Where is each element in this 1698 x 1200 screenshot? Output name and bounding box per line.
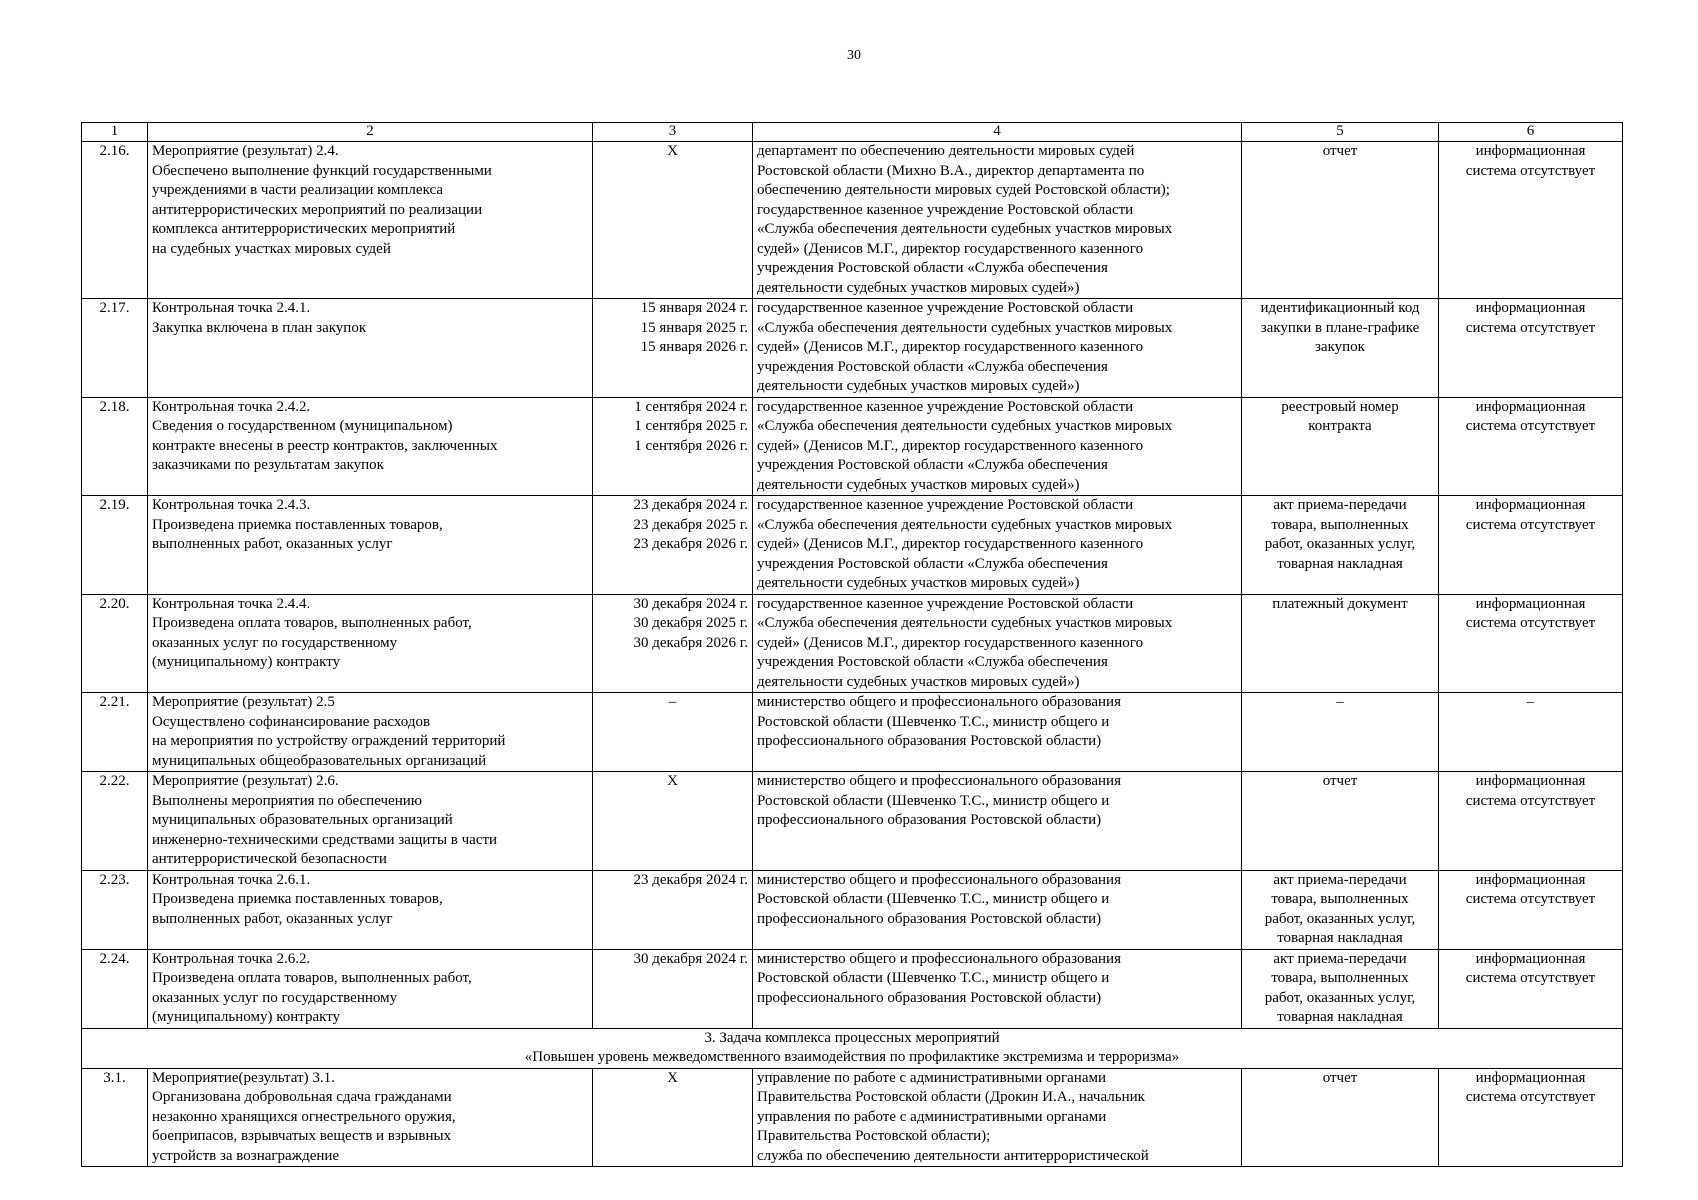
responsible-cell	[753, 870, 1242, 949]
measure-line: выполненных работ, оказанных услуг	[152, 536, 393, 552]
responsible-line: Правительства Ростовской области);	[757, 1128, 991, 1144]
info-system-line: система отсутствует	[1465, 418, 1596, 434]
info-system-line: информационная	[1475, 398, 1586, 415]
document-type-line: платежный документ	[1272, 595, 1408, 612]
info-system-line: система отсутствует	[1465, 970, 1596, 986]
responsible-line: судей» (Денисов М.Г., директор государственного казенного	[757, 536, 1144, 552]
document-type-line: закупки в плане-графике	[1260, 319, 1420, 336]
measure-cell	[148, 1068, 593, 1167]
document-type-line: реестровый номер	[1281, 398, 1399, 415]
document-type-line: –	[1336, 694, 1344, 710]
deadline-cell	[593, 594, 753, 693]
section-title-line: «Повышен уровень межведомственного взаимодействия по профилактике экстремизма и терроризма»	[524, 1049, 1180, 1065]
header-row	[82, 123, 1623, 142]
responsible-line: управление по работе с административными органами	[757, 1069, 1106, 1086]
deadline-line: Х	[667, 773, 678, 789]
deadline-line: 1 сентября 2025 г.	[634, 418, 748, 434]
responsible-line: профессионального образования Ростовской области)	[757, 733, 1102, 749]
measure-line: Контрольная точка 2.4.3.	[152, 497, 311, 513]
responsible-line: судей» (Денисов М.Г., директор государственного казенного	[757, 339, 1144, 355]
table-row	[82, 1068, 1623, 1167]
row-number: 2.22.	[82, 772, 148, 871]
info-system-cell	[1439, 693, 1623, 772]
info-system-line: система отсутствует	[1465, 891, 1596, 907]
responsible-line: Ростовской области (Шевченко Т.С., министр общего и	[757, 970, 1110, 986]
measure-line: Контрольная точка 2.4.1.	[152, 300, 311, 316]
header-cell: 3	[593, 123, 753, 142]
info-system-line: система отсутствует	[1465, 516, 1596, 533]
document-type-line: акт приема-передачи	[1273, 497, 1407, 513]
document-type-cell	[1242, 1068, 1439, 1167]
info-system-cell	[1439, 397, 1623, 496]
responsible-line: учреждения Ростовской области «Служба обеспечения	[757, 555, 1108, 572]
responsible-cell	[753, 1068, 1242, 1167]
document-type-line: товара, выполненных	[1271, 516, 1409, 533]
info-system-line: информационная	[1475, 1069, 1586, 1086]
table-row	[82, 496, 1623, 595]
row-number: 2.19.	[82, 496, 148, 595]
measure-line: (муниципальному) контракту	[152, 654, 341, 670]
document-type-cell	[1242, 870, 1439, 949]
responsible-cell	[753, 496, 1242, 595]
measure-line: Контрольная точка 2.4.4.	[152, 595, 311, 612]
document-type-cell	[1242, 772, 1439, 871]
deadline-line: 23 декабря 2024 г.	[633, 497, 748, 513]
responsible-line: служба по обеспечению деятельности антитеррористической	[757, 1147, 1149, 1164]
row-number: 2.20.	[82, 594, 148, 693]
measures-table	[81, 122, 1623, 1167]
measure-line: (муниципальному) контракту	[152, 1009, 341, 1025]
document-type-line: идентификационный код	[1260, 300, 1420, 316]
measure-line: Произведена приемка поставленных товаров,	[152, 891, 443, 907]
info-system-line: информационная	[1475, 773, 1586, 789]
info-system-cell	[1439, 772, 1623, 871]
row-number: 2.17.	[82, 299, 148, 398]
deadline-cell	[593, 397, 753, 496]
measure-cell	[148, 142, 593, 299]
table-row	[82, 772, 1623, 871]
info-system-line: информационная	[1475, 143, 1586, 159]
measure-line: Контрольная точка 2.4.2.	[152, 398, 311, 415]
responsible-line: учреждения Ростовской области «Служба обеспечения	[757, 457, 1108, 473]
header-cell: 5	[1242, 123, 1439, 142]
info-system-line: система отсутствует	[1465, 162, 1596, 179]
measure-line: Контрольная точка 2.6.2.	[152, 950, 311, 967]
responsible-line: государственное казенное учреждение Ростовской области	[757, 497, 1134, 513]
responsible-cell	[753, 949, 1242, 1028]
measure-line: Осуществлено софинансирование расходов	[152, 713, 431, 730]
responsible-line: «Служба обеспечения деятельности судебных участков мировых	[757, 516, 1173, 533]
responsible-line: государственное казенное учреждение Ростовской области	[757, 595, 1134, 612]
document-type-cell	[1242, 299, 1439, 398]
document-type-cell	[1242, 496, 1439, 595]
measure-line: незаконно хранящихся огнестрельного оружия,	[152, 1108, 456, 1125]
responsible-line: деятельности судебных участков мировых судей»)	[757, 378, 1080, 394]
deadline-cell	[593, 299, 753, 398]
responsible-line: деятельности судебных участков мировых судей»)	[757, 476, 1080, 493]
responsible-line: Правительства Ростовской области (Дрокин И.А., начальник	[757, 1089, 1145, 1105]
deadline-line: 23 декабря 2025 г.	[633, 516, 748, 533]
measure-line: Организована добровольная сдача гражданами	[152, 1089, 452, 1105]
info-system-cell	[1439, 594, 1623, 693]
responsible-line: министерство общего и профессионального образования	[757, 950, 1121, 967]
responsible-line: учреждения Ростовской области «Служба обеспечения	[757, 260, 1108, 276]
info-system-cell	[1439, 1068, 1623, 1167]
deadline-line: –	[668, 694, 677, 710]
deadline-line: 1 сентября 2024 г.	[634, 398, 748, 415]
responsible-cell	[753, 772, 1242, 871]
responsible-line: судей» (Денисов М.Г., директор государственного казенного	[757, 634, 1144, 651]
deadline-cell	[593, 1068, 753, 1167]
measure-line: оказанных услуг по государственному	[152, 989, 398, 1006]
document-type-line: работ, оказанных услуг,	[1264, 536, 1416, 552]
responsible-line: департамент по обеспечению деятельности мировых судей	[757, 143, 1135, 159]
section-header-row	[82, 1028, 1623, 1068]
responsible-line: «Служба обеспечения деятельности судебных участков мировых	[757, 418, 1173, 434]
responsible-line: профессионального образования Ростовской области)	[757, 989, 1102, 1006]
document-type-line: акт приема-передачи	[1273, 871, 1407, 888]
responsible-line: министерство общего и профессионального образования	[757, 773, 1121, 789]
row-number: 2.18.	[82, 397, 148, 496]
deadline-line: 15 января 2025 г.	[640, 319, 748, 336]
responsible-cell	[753, 693, 1242, 772]
deadline-line: 23 декабря 2026 г.	[633, 536, 748, 552]
document-type-cell	[1242, 693, 1439, 772]
info-system-line: информационная	[1475, 497, 1586, 513]
measure-line: боеприпасов, взрывчатых веществ и взрывных	[152, 1128, 452, 1144]
info-system-line: система отсутствует	[1465, 1089, 1596, 1105]
responsible-cell	[753, 142, 1242, 299]
document-type-line: товарная накладная	[1277, 1009, 1403, 1025]
responsible-line: деятельности судебных участков мировых судей»)	[757, 575, 1080, 591]
deadline-line: 30 декабря 2026 г.	[633, 634, 748, 651]
table-row	[82, 870, 1623, 949]
deadline-line: 15 января 2026 г.	[640, 339, 748, 355]
measure-line: антитеррористической безопасности	[152, 851, 387, 867]
measure-line: учреждениями в части реализации комплекса	[152, 182, 443, 198]
document-type-line: отчет	[1322, 773, 1358, 789]
table-row	[82, 949, 1623, 1028]
document-type-cell	[1242, 949, 1439, 1028]
deadline-line: 30 декабря 2025 г.	[633, 615, 748, 631]
document-type-line: товара, выполненных	[1271, 891, 1409, 907]
info-system-line: система отсутствует	[1465, 615, 1596, 631]
measure-line: Мероприятие(результат) 3.1.	[152, 1069, 335, 1086]
row-number: 2.24.	[82, 949, 148, 1028]
table-row	[82, 142, 1623, 299]
deadline-line: 1 сентября 2026 г.	[634, 437, 748, 454]
page-number: 30	[847, 48, 861, 63]
header-cell: 4	[753, 123, 1242, 142]
measure-line: Произведена приемка поставленных товаров,	[152, 516, 443, 533]
info-system-cell	[1439, 949, 1623, 1028]
deadline-line: 30 декабря 2024 г.	[633, 595, 748, 612]
measure-cell	[148, 772, 593, 871]
responsible-cell	[753, 397, 1242, 496]
measure-line: оказанных услуг по государственному	[152, 634, 398, 651]
document-type-line: товара, выполненных	[1271, 970, 1409, 986]
measure-line: Выполнены мероприятия по обеспечению	[152, 792, 422, 809]
responsible-line: Ростовской области (Шевченко Т.С., министр общего и	[757, 792, 1110, 809]
responsible-line: профессионального образования Ростовской области)	[757, 910, 1102, 927]
responsible-line: министерство общего и профессионального образования	[757, 694, 1121, 710]
deadline-cell	[593, 949, 753, 1028]
info-system-cell	[1439, 142, 1623, 299]
deadline-cell	[593, 142, 753, 299]
measure-line: Произведена оплата товаров, выполненных работ,	[152, 970, 472, 986]
deadline-line: 15 января 2024 г.	[640, 300, 748, 316]
row-number: 2.16.	[82, 142, 148, 299]
table-row	[82, 397, 1623, 496]
responsible-line: Ростовской области (Шевченко Т.С., министр общего и	[757, 891, 1110, 907]
measure-line: Мероприятие (результат) 2.6.	[152, 773, 339, 789]
section-title	[82, 1028, 1623, 1068]
document-type-line: работ, оказанных услуг,	[1264, 989, 1416, 1006]
measure-line: устройств за вознаграждение	[152, 1147, 340, 1164]
header-cell: 6	[1439, 123, 1623, 142]
measure-line: заказчиками по результатам закупок	[152, 457, 384, 473]
measure-cell	[148, 693, 593, 772]
measure-line: инженерно-техническими средствами защиты в части	[152, 831, 498, 848]
deadline-line: 23 декабря 2024 г.	[633, 871, 748, 888]
measure-line: Мероприятие (результат) 2.4.	[152, 143, 339, 159]
responsible-line: учреждения Ростовской области «Служба обеспечения	[757, 654, 1108, 670]
row-number: 3.1.	[82, 1068, 148, 1167]
responsible-line: обеспечению деятельности мировых судей Ростовской области);	[757, 182, 1170, 198]
document-type-line: отчет	[1322, 1069, 1358, 1086]
responsible-line: профессионального образования Ростовской области)	[757, 812, 1102, 828]
measure-line: Контрольная точка 2.6.1.	[152, 871, 311, 888]
document-type-line: товарная накладная	[1277, 555, 1403, 572]
document-type-cell	[1242, 142, 1439, 299]
responsible-line: судей» (Денисов М.Г., директор государственного казенного	[757, 437, 1144, 454]
measure-cell	[148, 299, 593, 398]
header-cell: 2	[148, 123, 593, 142]
document-type-line: товарная накладная	[1277, 930, 1403, 946]
responsible-line: деятельности судебных участков мировых судей»)	[757, 279, 1080, 296]
responsible-line: государственное казенное учреждение Ростовской области	[757, 300, 1134, 316]
info-system-line: информационная	[1475, 595, 1586, 612]
info-system-line: –	[1526, 694, 1535, 710]
measure-cell	[148, 496, 593, 595]
info-system-line: система отсутствует	[1465, 319, 1596, 336]
measure-cell	[148, 870, 593, 949]
responsible-cell	[753, 299, 1242, 398]
responsible-cell	[753, 594, 1242, 693]
responsible-line: судей» (Денисов М.Г., директор государственного казенного	[757, 240, 1144, 257]
header-cell: 1	[82, 123, 148, 142]
table-row	[82, 594, 1623, 693]
responsible-line: государственное казенное учреждение Ростовской области	[757, 398, 1134, 415]
info-system-cell	[1439, 870, 1623, 949]
measure-line: Сведения о государственном (муниципальном)	[152, 418, 453, 434]
info-system-line: информационная	[1475, 950, 1586, 967]
table-row	[82, 299, 1623, 398]
responsible-line: деятельности судебных участков мировых судей»)	[757, 673, 1080, 690]
measure-line: муниципальных образовательных организаций	[152, 812, 453, 828]
responsible-line: министерство общего и профессионального образования	[757, 871, 1121, 888]
document-type-cell	[1242, 594, 1439, 693]
document-type-line: контракта	[1308, 418, 1372, 434]
measure-line: выполненных работ, оказанных услуг	[152, 910, 393, 927]
responsible-line: Ростовской области (Шевченко Т.С., министр общего и	[757, 713, 1110, 730]
deadline-cell	[593, 772, 753, 871]
info-system-line: система отсутствует	[1465, 792, 1596, 809]
table-row	[82, 693, 1623, 772]
measure-line: Мероприятие (результат) 2.5	[152, 694, 335, 710]
responsible-line: «Служба обеспечения деятельности судебных участков мировых	[757, 221, 1173, 237]
deadline-cell	[593, 693, 753, 772]
measure-line: на мероприятия по устройству ограждений территорий	[152, 733, 506, 749]
document-type-line: работ, оказанных услуг,	[1264, 910, 1416, 927]
responsible-line: «Служба обеспечения деятельности судебных участков мировых	[757, 615, 1173, 631]
measure-line: Произведена оплата товаров, выполненных работ,	[152, 615, 472, 631]
measure-line: Закупка включена в план закупок	[152, 319, 367, 336]
measure-cell	[148, 397, 593, 496]
row-number: 2.21.	[82, 693, 148, 772]
responsible-line: Ростовской области (Михно В.А., директор департамента по	[757, 162, 1145, 179]
measure-line: комплекса антитеррористических мероприятий	[152, 221, 456, 237]
measure-line: Обеспечено выполнение функций государственными	[152, 162, 492, 179]
row-number: 2.23.	[82, 870, 148, 949]
measure-cell	[148, 949, 593, 1028]
deadline-cell	[593, 496, 753, 595]
info-system-cell	[1439, 496, 1623, 595]
document-type-line: акт приема-передачи	[1273, 950, 1407, 967]
info-system-line: информационная	[1475, 871, 1586, 888]
responsible-line: учреждения Ростовской области «Служба обеспечения	[757, 358, 1108, 375]
deadline-line: Х	[667, 143, 678, 159]
info-system-cell	[1439, 299, 1623, 398]
document-type-line: закупок	[1315, 339, 1365, 355]
responsible-line: «Служба обеспечения деятельности судебных участков мировых	[757, 319, 1173, 336]
responsible-line: управления по работе с административными органами	[757, 1108, 1107, 1125]
deadline-line: 30 декабря 2024 г.	[633, 950, 748, 967]
measure-line: на судебных участках мировых судей	[152, 240, 391, 257]
document-type-cell	[1242, 397, 1439, 496]
measure-cell	[148, 594, 593, 693]
measure-line: антитеррористических мероприятий по реализации	[152, 201, 483, 218]
deadline-cell	[593, 870, 753, 949]
measure-line: контракте внесены в реестр контрактов, заключенных	[152, 437, 498, 454]
info-system-line: информационная	[1475, 300, 1586, 316]
deadline-line: Х	[667, 1069, 678, 1086]
section-title-line: 3. Задача комплекса процессных мероприятий	[704, 1029, 1000, 1046]
responsible-line: государственное казенное учреждение Ростовской области	[757, 201, 1134, 218]
measure-line: муниципальных общеобразовательных организаций	[152, 752, 487, 769]
document-type-line: отчет	[1322, 143, 1358, 159]
